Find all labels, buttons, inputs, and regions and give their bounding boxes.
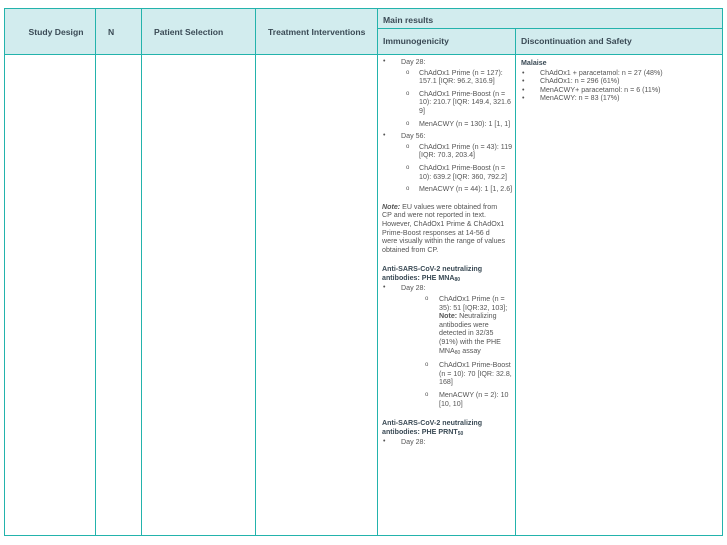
list-item: o ChAdOx1 Prime (n = 43): 119 [IQR: 70.3, 203.4] — [401, 143, 515, 160]
list-item: o ChAdOx1 Prime-Boost (n = 10): 210.7 [IQR: 149.4, 321.6 9] — [401, 90, 515, 116]
note-paragraph — [382, 203, 506, 255]
mna-title-text: Anti-SARS-CoV-2 neutralizing antibodies: PHE MNA — [382, 265, 483, 282]
list-item: o ChAdOx1 Prime-Boost (n = 10): 639.2 [IQR: 360, 792.2] — [401, 164, 515, 181]
list-item-mna-day28 — [382, 284, 511, 408]
cell-patient-selection — [142, 55, 256, 536]
header-treatment-interventions: Treatment Interventions — [256, 9, 378, 55]
list-item-prnt-day28: • Day 28: — [382, 438, 511, 447]
list-item: o MenACWY (n = 2): 10 [10, 10] — [401, 391, 513, 408]
list-item: • MenACWY+ paracetamol: n = 6 (11%) — [521, 86, 718, 95]
mna-title-subscript: 80 — [454, 276, 461, 283]
header-main-results: Main results — [378, 9, 723, 29]
list-item-day56 — [382, 132, 511, 194]
list-item: o MenACWY (n = 44): 1 [1, 2.6] — [401, 185, 515, 194]
header-immunogenicity: Immunogenicity — [378, 29, 516, 55]
mna-item1-text: ChAdOx1 Prime (n = 35): 51 [IQR:32, 103]; — [439, 295, 508, 312]
prnt-title-subscript: 50 — [457, 430, 464, 437]
mna-note-end: assay — [460, 346, 481, 355]
cell-n — [96, 55, 142, 536]
cell-discontinuation-safety — [516, 55, 723, 536]
malaise-title: Malaise — [521, 59, 547, 67]
list-item-day28 — [382, 58, 511, 128]
cell-study-design — [5, 55, 96, 536]
header-n: N — [96, 9, 142, 55]
header-discontinuation-safety: Discontinuation and Safety — [516, 29, 723, 55]
list-item: • MenACWY: n = 83 (17%) — [521, 94, 718, 103]
note-text: EU values were obtained from CP and were not reported in text. However, ChAdOx1 Prime & ChAdOx1 Prime-Boost responses at 14-56 d were visually within the range of values obtained from CP. — [382, 202, 506, 254]
prnt-title-text: Anti-SARS-CoV-2 neutralizing antibodies: PHE PRNT — [382, 419, 483, 436]
cell-treatment-interventions — [256, 55, 378, 536]
header-patient-selection: Patient Selection — [142, 9, 256, 55]
list-item: • ChAdOx1 + paracetamol: n = 27 (48%) — [521, 69, 718, 78]
day28-label: Day 28: — [401, 58, 426, 66]
note-label: Note: — [382, 202, 401, 211]
list-item: o MenACWY (n = 130): 1 [1, 1] — [401, 120, 515, 129]
mna-note-label: Note: — [439, 312, 458, 321]
list-item: o ChAdOx1 Prime-Boost (n = 10): 70 [IQR: 32.8, 168] — [401, 361, 513, 387]
mna-section-title — [382, 265, 510, 284]
cell-immunogenicity — [378, 55, 516, 536]
day56-label: Day 56: — [401, 132, 426, 141]
mna-note-subscript: 80 — [454, 349, 461, 356]
header-study-design: Study Design — [5, 9, 96, 55]
list-item — [401, 295, 513, 357]
results-table — [4, 8, 723, 536]
list-item: o ChAdOx1 Prime (n = 127): 157.1 [IQR: 96.2, 316.9] — [401, 69, 515, 86]
prnt-section-title — [382, 419, 510, 438]
mna-note-text: Neutralizing antibodies were detected in 32/35 (91%) with the PHE MNA — [439, 312, 501, 355]
list-item: • ChAdOx1: n = 296 (61%) — [521, 77, 718, 86]
mna-day28-label: Day 28: — [401, 284, 426, 293]
